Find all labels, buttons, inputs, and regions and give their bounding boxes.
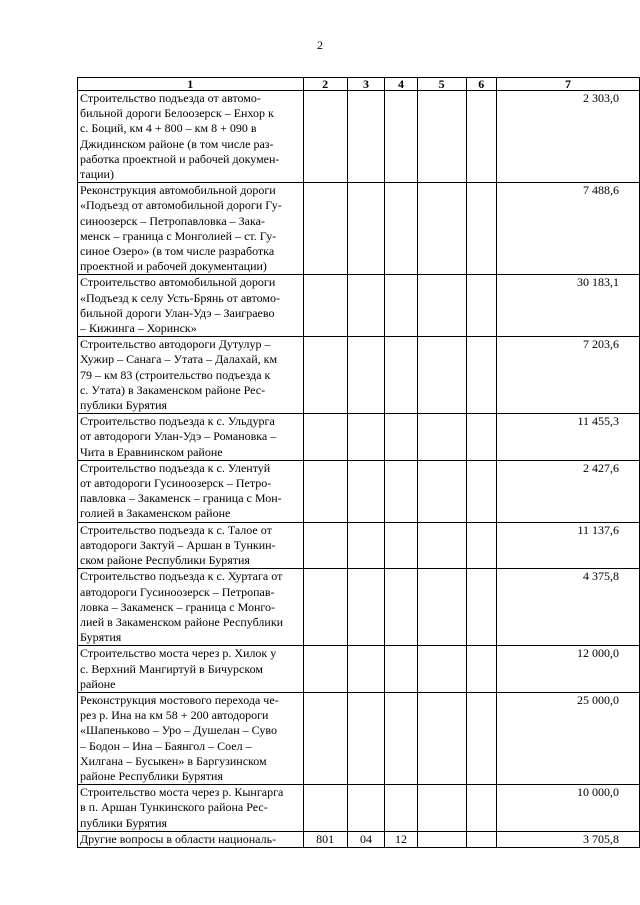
cell-col-6 (466, 275, 496, 337)
cell-name-line: Джидинском районе (в том числе раз- (80, 136, 274, 151)
cell-name-line: Строительство автодороги Дутулур – (80, 337, 271, 352)
cell-name-line: Строительство моста через р. Кынгарга (80, 785, 284, 800)
cell-col-3 (347, 414, 384, 461)
cell-col-3 (347, 183, 384, 275)
cell-col-5 (417, 414, 466, 461)
cell-col-4 (385, 692, 418, 784)
cell-col-2: 801 (303, 831, 347, 847)
cell-name (78, 414, 304, 461)
cell-col-6 (466, 785, 496, 832)
cell-col-3 (347, 275, 384, 337)
cell-col-4 (385, 414, 418, 461)
cell-col-5 (417, 522, 466, 569)
column-header-1: 1 (78, 78, 304, 91)
cell-col-3 (347, 460, 384, 522)
cell-name-line: Хилгана – Бусыкен» в Баргузинском (80, 753, 267, 768)
cell-name-line: Строительство подъезда к с. Улентуй (80, 460, 271, 475)
page-number: 2 (317, 38, 323, 52)
cell-col-3 (347, 569, 384, 646)
cell-name-line: от автодороги Улан-Удэ – Романовка – (80, 429, 277, 444)
cell-col-3 (347, 91, 384, 183)
cell-name-line: лией в Закаменском районе Республики (80, 614, 284, 629)
cell-name (78, 692, 304, 784)
cell-name (78, 275, 304, 337)
cell-amount: 4 375,8 (496, 569, 639, 646)
cell-col-4 (385, 460, 418, 522)
cell-col-2 (303, 460, 347, 522)
cell-name-line: публики Бурятия (80, 815, 168, 830)
cell-name-line: проектной и рабочей документации) (80, 259, 267, 274)
table-row (78, 785, 640, 832)
cell-col-5 (417, 183, 466, 275)
cell-name-line: Строительство подъезда к с. Талое от (80, 522, 272, 537)
cell-name-line: тации) (80, 167, 114, 182)
cell-col-6 (466, 831, 496, 847)
table-row (78, 275, 640, 337)
cell-name (78, 785, 304, 832)
cell-name-line: Чита в Еравнинском районе (80, 444, 223, 459)
cell-col-6 (466, 414, 496, 461)
cell-amount: 7 203,6 (496, 337, 639, 414)
cell-col-2 (303, 522, 347, 569)
cell-name-line: бильной дороги Улан-Удэ – Заиграево (80, 305, 275, 320)
cell-col-2 (303, 414, 347, 461)
cell-amount: 11 137,6 (496, 522, 639, 569)
cell-col-4 (385, 183, 418, 275)
cell-amount: 12 000,0 (496, 646, 639, 693)
cell-name (78, 460, 304, 522)
cell-col-4 (385, 785, 418, 832)
column-header-2: 2 (303, 78, 347, 91)
cell-amount: 2 303,0 (496, 91, 639, 183)
cell-col-5 (417, 337, 466, 414)
cell-name (78, 831, 304, 847)
cell-col-2 (303, 646, 347, 693)
cell-name-line: рез р. Ина на км 58 + 200 автодороги (80, 708, 269, 723)
cell-col-5 (417, 569, 466, 646)
table-row (78, 91, 640, 183)
cell-col-4 (385, 569, 418, 646)
cell-name-line: 79 – км 83 (строительство подъезда к (80, 367, 271, 382)
cell-name-line: Строительство моста через р. Хилок у (80, 646, 277, 661)
cell-col-3 (347, 646, 384, 693)
column-header-5: 5 (417, 78, 466, 91)
budget-table (77, 77, 640, 848)
cell-amount: 7 488,6 (496, 183, 639, 275)
cell-name-line: в п. Аршан Тункинского района Рес- (80, 800, 268, 815)
cell-col-4 (385, 275, 418, 337)
cell-col-6 (466, 183, 496, 275)
cell-col-4 (385, 91, 418, 183)
cell-name-line: публики Бурятия (80, 398, 168, 413)
cell-name-line: «Подъезд к селу Усть-Брянь от автомо- (80, 290, 280, 305)
cell-amount: 10 000,0 (496, 785, 639, 832)
cell-col-5 (417, 91, 466, 183)
cell-name-line: Строительство подъезда к с. Хуртага от (80, 569, 283, 584)
cell-name (78, 569, 304, 646)
cell-name-line: автодороги Гусиноозерск – Петропав- (80, 584, 275, 599)
cell-name-line: бильной дороги Белоозерск – Енхор к (80, 106, 274, 121)
cell-col-6 (466, 91, 496, 183)
cell-name-line: – Кижинга – Хоринск» (80, 321, 197, 336)
table-row (78, 692, 640, 784)
cell-col-4 (385, 337, 418, 414)
cell-name-line: автодороги Зактуй – Аршан в Тункин- (80, 537, 276, 552)
cell-name-line: павловка – Закаменск – граница с Мон- (80, 491, 282, 506)
cell-name-line: Бурятия (80, 630, 122, 645)
cell-name-line: с. Утата) в Закаменском районе Рес- (80, 382, 266, 397)
cell-name-line: голией в Закаменском районе (80, 506, 231, 521)
cell-col-6 (466, 337, 496, 414)
cell-name-line: от автодороги Гусиноозерск – Петро- (80, 476, 272, 491)
cell-name-line: ловка – Закаменск – граница с Монго- (80, 599, 276, 614)
cell-col-5 (417, 831, 466, 847)
cell-name-line: – Бодон – Ина – Баянгол – Соел – (80, 738, 252, 753)
cell-name (78, 522, 304, 569)
cell-col-2 (303, 337, 347, 414)
column-header-4: 4 (385, 78, 418, 91)
cell-amount: 3 705,8 (496, 831, 639, 847)
cell-col-5 (417, 692, 466, 784)
header-row (78, 78, 640, 91)
cell-name-line: менск – граница с Монголией – ст. Гу- (80, 228, 277, 243)
cell-name-line: Хужир – Санага – Утата – Далахай, км (80, 352, 278, 367)
cell-col-3 (347, 785, 384, 832)
cell-name-line: Строительство автомобильной дороги (80, 275, 276, 290)
cell-name-line: «Шапеньково – Уро – Душелан – Суво (80, 723, 277, 738)
table-row (78, 460, 640, 522)
cell-col-2 (303, 785, 347, 832)
cell-name-line: синое Озеро» (в том числе разработка (80, 244, 275, 259)
cell-name-line: районе Республики Бурятия (80, 768, 223, 783)
cell-name-line: Другие вопросы в области националь- (80, 831, 277, 846)
cell-name-line: Реконструкция мостового перехода че- (80, 692, 279, 707)
table-row (78, 414, 640, 461)
cell-name-line: «Подъезд от автомобильной дороги Гу- (80, 198, 282, 213)
cell-name-line: Строительство подъезда от автомо- (80, 91, 261, 105)
table-row (78, 646, 640, 693)
cell-col-3 (347, 522, 384, 569)
cell-name-line: с. Боций, км 4 + 800 – км 8 + 090 в (80, 121, 257, 136)
cell-name-line: Строительство подъезда к с. Ульдурга (80, 414, 275, 429)
cell-col-2 (303, 692, 347, 784)
cell-col-3 (347, 337, 384, 414)
cell-col-4 (385, 522, 418, 569)
cell-name-line: Реконструкция автомобильной дороги (80, 183, 276, 198)
cell-name-line: синоозерск – Петропавловка – Зака- (80, 213, 265, 228)
cell-name (78, 183, 304, 275)
cell-name-line: с. Верхний Мангиртуй в Бичурском (80, 661, 263, 676)
cell-name-line: ском районе Республики Бурятия (80, 553, 250, 568)
table-row (78, 831, 640, 847)
cell-col-6 (466, 569, 496, 646)
cell-name (78, 646, 304, 693)
cell-name (78, 91, 304, 183)
cell-col-6 (466, 460, 496, 522)
cell-name-line: районе (80, 676, 116, 691)
column-header-3: 3 (347, 78, 384, 91)
cell-name-line: работка проектной и рабочей докумен- (80, 151, 280, 166)
cell-col-5 (417, 460, 466, 522)
cell-col-6 (466, 522, 496, 569)
cell-col-5 (417, 275, 466, 337)
cell-col-3: 04 (347, 831, 384, 847)
cell-col-2 (303, 183, 347, 275)
cell-amount: 11 455,3 (496, 414, 639, 461)
table-row (78, 522, 640, 569)
cell-col-3 (347, 692, 384, 784)
cell-col-2 (303, 91, 347, 183)
cell-amount: 25 000,0 (496, 692, 639, 784)
column-header-6: 6 (466, 78, 496, 91)
cell-col-5 (417, 646, 466, 693)
table-row (78, 183, 640, 275)
cell-col-4 (385, 646, 418, 693)
cell-name (78, 337, 304, 414)
cell-amount: 2 427,6 (496, 460, 639, 522)
cell-col-4: 12 (385, 831, 418, 847)
column-header-7: 7 (496, 78, 639, 91)
cell-col-6 (466, 646, 496, 693)
cell-col-2 (303, 275, 347, 337)
table-row (78, 337, 640, 414)
cell-col-6 (466, 692, 496, 784)
table-row (78, 569, 640, 646)
cell-amount: 30 183,1 (496, 275, 639, 337)
cell-col-2 (303, 569, 347, 646)
cell-col-5 (417, 785, 466, 832)
